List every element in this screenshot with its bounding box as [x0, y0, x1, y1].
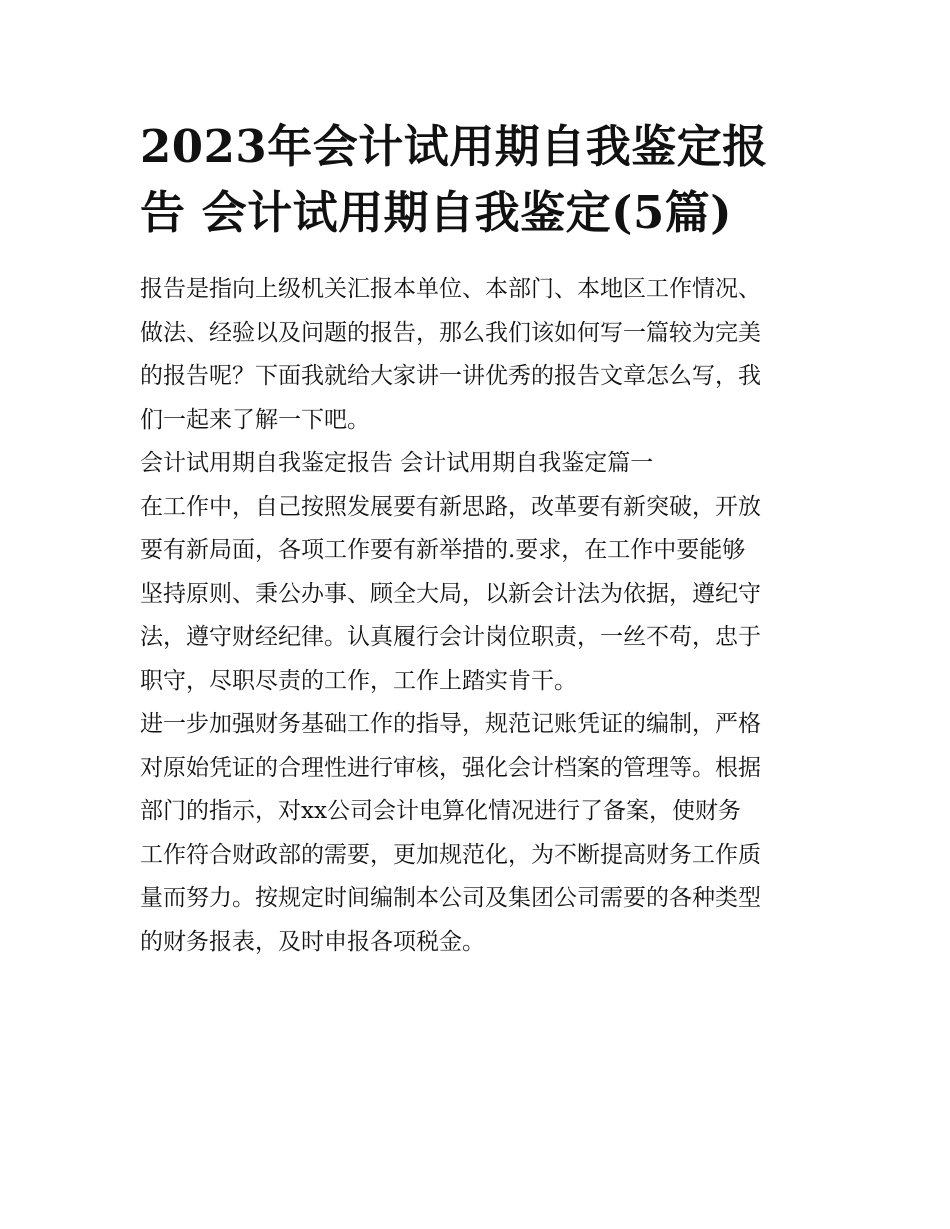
text-line: 对原始凭证的合理性进行审核，强化会计档案的管理等。根据 [140, 754, 761, 781]
text-line: 会计试用期自我鉴定报告 会计试用期自我鉴定篇一 [140, 450, 654, 476]
body-paragraph [140, 703, 812, 964]
text-line: 们一起来了解一下吧。 [140, 406, 370, 433]
text-line: 坚持原则、秉公办事、顾全大局，以新会计法为依据，遵纪守 [140, 580, 761, 607]
title-line-1: 2023年会计试用期自我鉴定报 [140, 120, 768, 173]
intro-paragraph [140, 268, 812, 442]
text-line: 工作符合财政部的需要，更加规范化，为不断提高财务工作质 [140, 841, 761, 868]
text-line: 做法、经验以及问题的报告，那么我们该如何写一篇较为完美 [140, 319, 761, 346]
text-line: 的报告呢？下面我就给大家讲一讲优秀的报告文章怎么写，我 [140, 363, 761, 389]
document-body [140, 268, 812, 964]
body-paragraph [140, 486, 812, 704]
section-heading [140, 442, 812, 486]
title-line-2: 告 会计试用期自我鉴定(5篇) [140, 186, 733, 239]
text-line: 量而努力。按规定时间编制本公司及集团公司需要的各种类型 [140, 885, 761, 911]
text-line: 部门的指示，对xx公司会计电算化情况进行了备案，使财务 [140, 798, 741, 824]
text-line: 职守，尽职尽责的工作，工作上踏实肯干。 [140, 667, 577, 694]
text-line: 在工作中，自己按照发展要有新思路，改革要有新突破，开放 [140, 493, 761, 520]
text-line: 进一步加强财务基础工作的指导，规范记账凭证的编制，严格 [140, 711, 761, 737]
document-title [140, 114, 812, 246]
text-line: 报告是指向上级机关汇报本单位、本部门、本地区工作情况、 [140, 276, 761, 302]
text-line: 要有新局面，各项工作要有新举措的.要求，在工作中要能够 [140, 537, 746, 563]
text-line: 的财务报表，及时申报各项税金。 [140, 928, 485, 955]
text-line: 法，遵守财经纪律。认真履行会计岗位职责，一丝不苟，忠于 [140, 624, 761, 650]
document-page [140, 0, 812, 964]
